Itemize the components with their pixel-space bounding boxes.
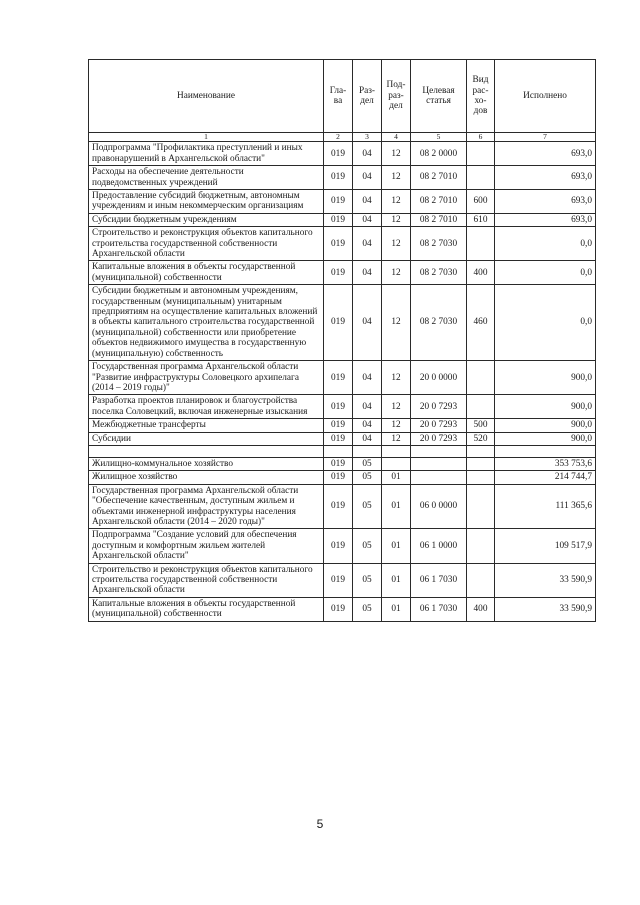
razdel-cell: 04 [353,166,382,190]
item-name: Субсидии [89,432,324,445]
statya-cell: 06 0 0000 [411,484,467,529]
statya-cell [411,457,467,470]
statya-cell [411,471,467,484]
table-row [89,261,596,285]
glava-cell: 019 [324,471,353,484]
glava-cell: 019 [324,142,353,166]
statya-cell: 08 2 7010 [411,213,467,226]
column-number: 3 [353,133,382,142]
glava-cell: 019 [324,285,353,361]
vid-cell: 400 [467,597,495,621]
amount-cell: 900,0 [495,419,596,432]
amount-cell: 111 365,6 [495,484,596,529]
statya-cell: 08 2 7010 [411,166,467,190]
statya-column-header: Целевая статья [411,60,467,133]
statya-cell: 08 2 7030 [411,261,467,285]
item-name [89,445,324,457]
vid-cell [467,361,495,395]
glava-cell: 019 [324,419,353,432]
amount-cell: 693,0 [495,213,596,226]
table-row [89,419,596,432]
podrazdel-cell: 12 [382,261,411,285]
column-number: 4 [382,133,411,142]
item-name: Расходы на обеспечение деятельности подведомственных учреждений [89,166,324,190]
statya-cell: 20 0 7293 [411,432,467,445]
podrazdel-cell: 12 [382,419,411,432]
table-row [89,285,596,361]
podrazdel-cell: 01 [382,563,411,597]
glava-cell: 019 [324,432,353,445]
razdel-cell: 04 [353,285,382,361]
glava-column-header: Гла- ва [324,60,353,133]
table-row [89,445,596,457]
statya-cell: 08 2 0000 [411,142,467,166]
item-name: Межбюджетные трансферты [89,419,324,432]
name-column-header: Наименование [89,60,324,133]
table-row [89,432,596,445]
podrazdel-cell: 12 [382,361,411,395]
amount-cell: 0,0 [495,285,596,361]
table-row [89,471,596,484]
vid-cell: 400 [467,261,495,285]
razdel-cell: 05 [353,457,382,470]
razdel-cell: 05 [353,597,382,621]
table-row [89,166,596,190]
vid-cell: 520 [467,432,495,445]
razdel-cell: 04 [353,261,382,285]
amount-cell: 33 590,9 [495,597,596,621]
item-name: Субсидии бюджетным учреждениям [89,213,324,226]
glava-cell: 019 [324,597,353,621]
statya-cell: 20 0 0000 [411,361,467,395]
item-name: Государственная программа Архангельской области "Обеспечение качественным, доступным жильем и объектами инженерной инфраструктуры населения Архангельской области (2014 – 2020 годы)" [89,484,324,529]
statya-cell: 20 0 7293 [411,395,467,419]
column-number: 2 [324,133,353,142]
vid-cell: 610 [467,213,495,226]
podrazdel-cell: 12 [382,432,411,445]
statya-cell: 06 1 0000 [411,529,467,563]
glava-cell: 019 [324,261,353,285]
statya-cell: 06 1 7030 [411,563,467,597]
glava-cell: 019 [324,166,353,190]
column-number: 7 [495,133,596,142]
amount-cell: 33 590,9 [495,563,596,597]
vid-cell: 600 [467,190,495,214]
podrazdel-cell: 12 [382,190,411,214]
podrazdel-cell: 12 [382,227,411,261]
item-name: Предоставление субсидий бюджетным, автономным учреждениям и иным некоммерческим организациям [89,190,324,214]
table-row [89,457,596,470]
budget-table [88,59,596,622]
amount-cell: 214 744,7 [495,471,596,484]
table-row [89,190,596,214]
glava-cell: 019 [324,361,353,395]
statya-cell: 08 2 7030 [411,285,467,361]
item-name: Разработка проектов планировок и благоустройства поселка Соловецкий, включая инженерные изыскания [89,395,324,419]
amount-cell: 0,0 [495,227,596,261]
podrazdel-cell: 01 [382,597,411,621]
amount-cell: 353 753,6 [495,457,596,470]
podrazdel-cell: 01 [382,471,411,484]
table-row [89,484,596,529]
razdel-cell: 04 [353,419,382,432]
column-header-row [89,60,596,133]
glava-cell: 019 [324,563,353,597]
table-row [89,395,596,419]
amount-cell: 900,0 [495,432,596,445]
razdel-cell: 04 [353,432,382,445]
column-number: 5 [411,133,467,142]
razdel-cell: 04 [353,361,382,395]
item-name: Капитальные вложения в объекты государственной (муниципальной) собственности [89,597,324,621]
amount-column-header: Исполнено [495,60,596,133]
podrazdel-cell: 12 [382,395,411,419]
vid-cell [467,227,495,261]
podrazdel-column-header: Под- раз- дел [382,60,411,133]
podrazdel-cell: 12 [382,285,411,361]
table-row [89,563,596,597]
statya-cell: 20 0 7293 [411,419,467,432]
glava-cell: 019 [324,395,353,419]
razdel-cell: 04 [353,142,382,166]
table-row [89,361,596,395]
vid-cell [467,529,495,563]
column-number: 1 [89,133,324,142]
vid-cell [467,563,495,597]
podrazdel-cell: 01 [382,484,411,529]
amount-cell: 693,0 [495,142,596,166]
vid-cell [467,166,495,190]
item-name: Строительство и реконструкция объектов капитального строительства государственной собственности Архангельской области [89,563,324,597]
razdel-cell: 04 [353,395,382,419]
item-name: Подпрограмма "Создание условий для обеспечения доступным и комфортным жильем жителей Архангельской области" [89,529,324,563]
razdel-cell: 05 [353,529,382,563]
amount-cell: 109 517,9 [495,529,596,563]
razdel-cell: 05 [353,563,382,597]
vid-cell [467,445,495,457]
item-name: Жилищное хозяйство [89,471,324,484]
glava-cell: 019 [324,457,353,470]
vid-cell [467,457,495,470]
page-number: 5 [316,817,324,831]
podrazdel-cell [382,457,411,470]
statya-cell: 08 2 7010 [411,190,467,214]
item-name: Подпрограмма "Профилактика преступлений и иных правонарушений в Архангельской области" [89,142,324,166]
table-row [89,597,596,621]
amount-cell: 693,0 [495,166,596,190]
razdel-cell: 04 [353,227,382,261]
razdel-cell [353,445,382,457]
item-name: Строительство и реконструкция объектов капитального строительства государственной собственности Архангельской области [89,227,324,261]
statya-cell: 08 2 7030 [411,227,467,261]
vid-cell [467,395,495,419]
item-name: Капитальные вложения в объекты государственной (муниципальной) собственности [89,261,324,285]
amount-cell: 900,0 [495,395,596,419]
glava-cell: 019 [324,190,353,214]
table-row [89,213,596,226]
podrazdel-cell: 01 [382,529,411,563]
razdel-cell: 04 [353,213,382,226]
glava-cell: 019 [324,227,353,261]
vid-cell [467,471,495,484]
table-row [89,142,596,166]
razdel-column-header: Раз- дел [353,60,382,133]
podrazdel-cell: 12 [382,213,411,226]
statya-cell: 06 1 7030 [411,597,467,621]
podrazdel-cell [382,445,411,457]
statya-cell [411,445,467,457]
item-name: Субсидии бюджетным и автономным учреждениям, государственным (муниципальным) унитарным предприятиям на осуществление капитальных вложений в объекты капитального строительства государственной (муниципальной) собственности или приобретение объектов недвижимого имущества в государственную (муниципальную) собственность [89,285,324,361]
vid-cell: 500 [467,419,495,432]
column-number-row [89,133,596,142]
podrazdel-cell: 12 [382,166,411,190]
item-name: Государственная программа Архангельской области "Развитие инфраструктуры Соловецкого архипелага (2014 – 2019 годы)" [89,361,324,395]
table-body [89,142,596,621]
vid-cell [467,484,495,529]
glava-cell [324,445,353,457]
amount-cell: 0,0 [495,261,596,285]
vid-column-header: Вид рас- хо- дов [467,60,495,133]
amount-cell: 693,0 [495,190,596,214]
vid-cell [467,142,495,166]
amount-cell [495,445,596,457]
item-name: Жилищно-коммунальное хозяйство [89,457,324,470]
table-row [89,529,596,563]
column-number: 6 [467,133,495,142]
razdel-cell: 05 [353,484,382,529]
vid-cell: 460 [467,285,495,361]
glava-cell: 019 [324,529,353,563]
amount-cell: 900,0 [495,361,596,395]
glava-cell: 019 [324,213,353,226]
table-row [89,227,596,261]
razdel-cell: 05 [353,471,382,484]
podrazdel-cell: 12 [382,142,411,166]
razdel-cell: 04 [353,190,382,214]
glava-cell: 019 [324,484,353,529]
